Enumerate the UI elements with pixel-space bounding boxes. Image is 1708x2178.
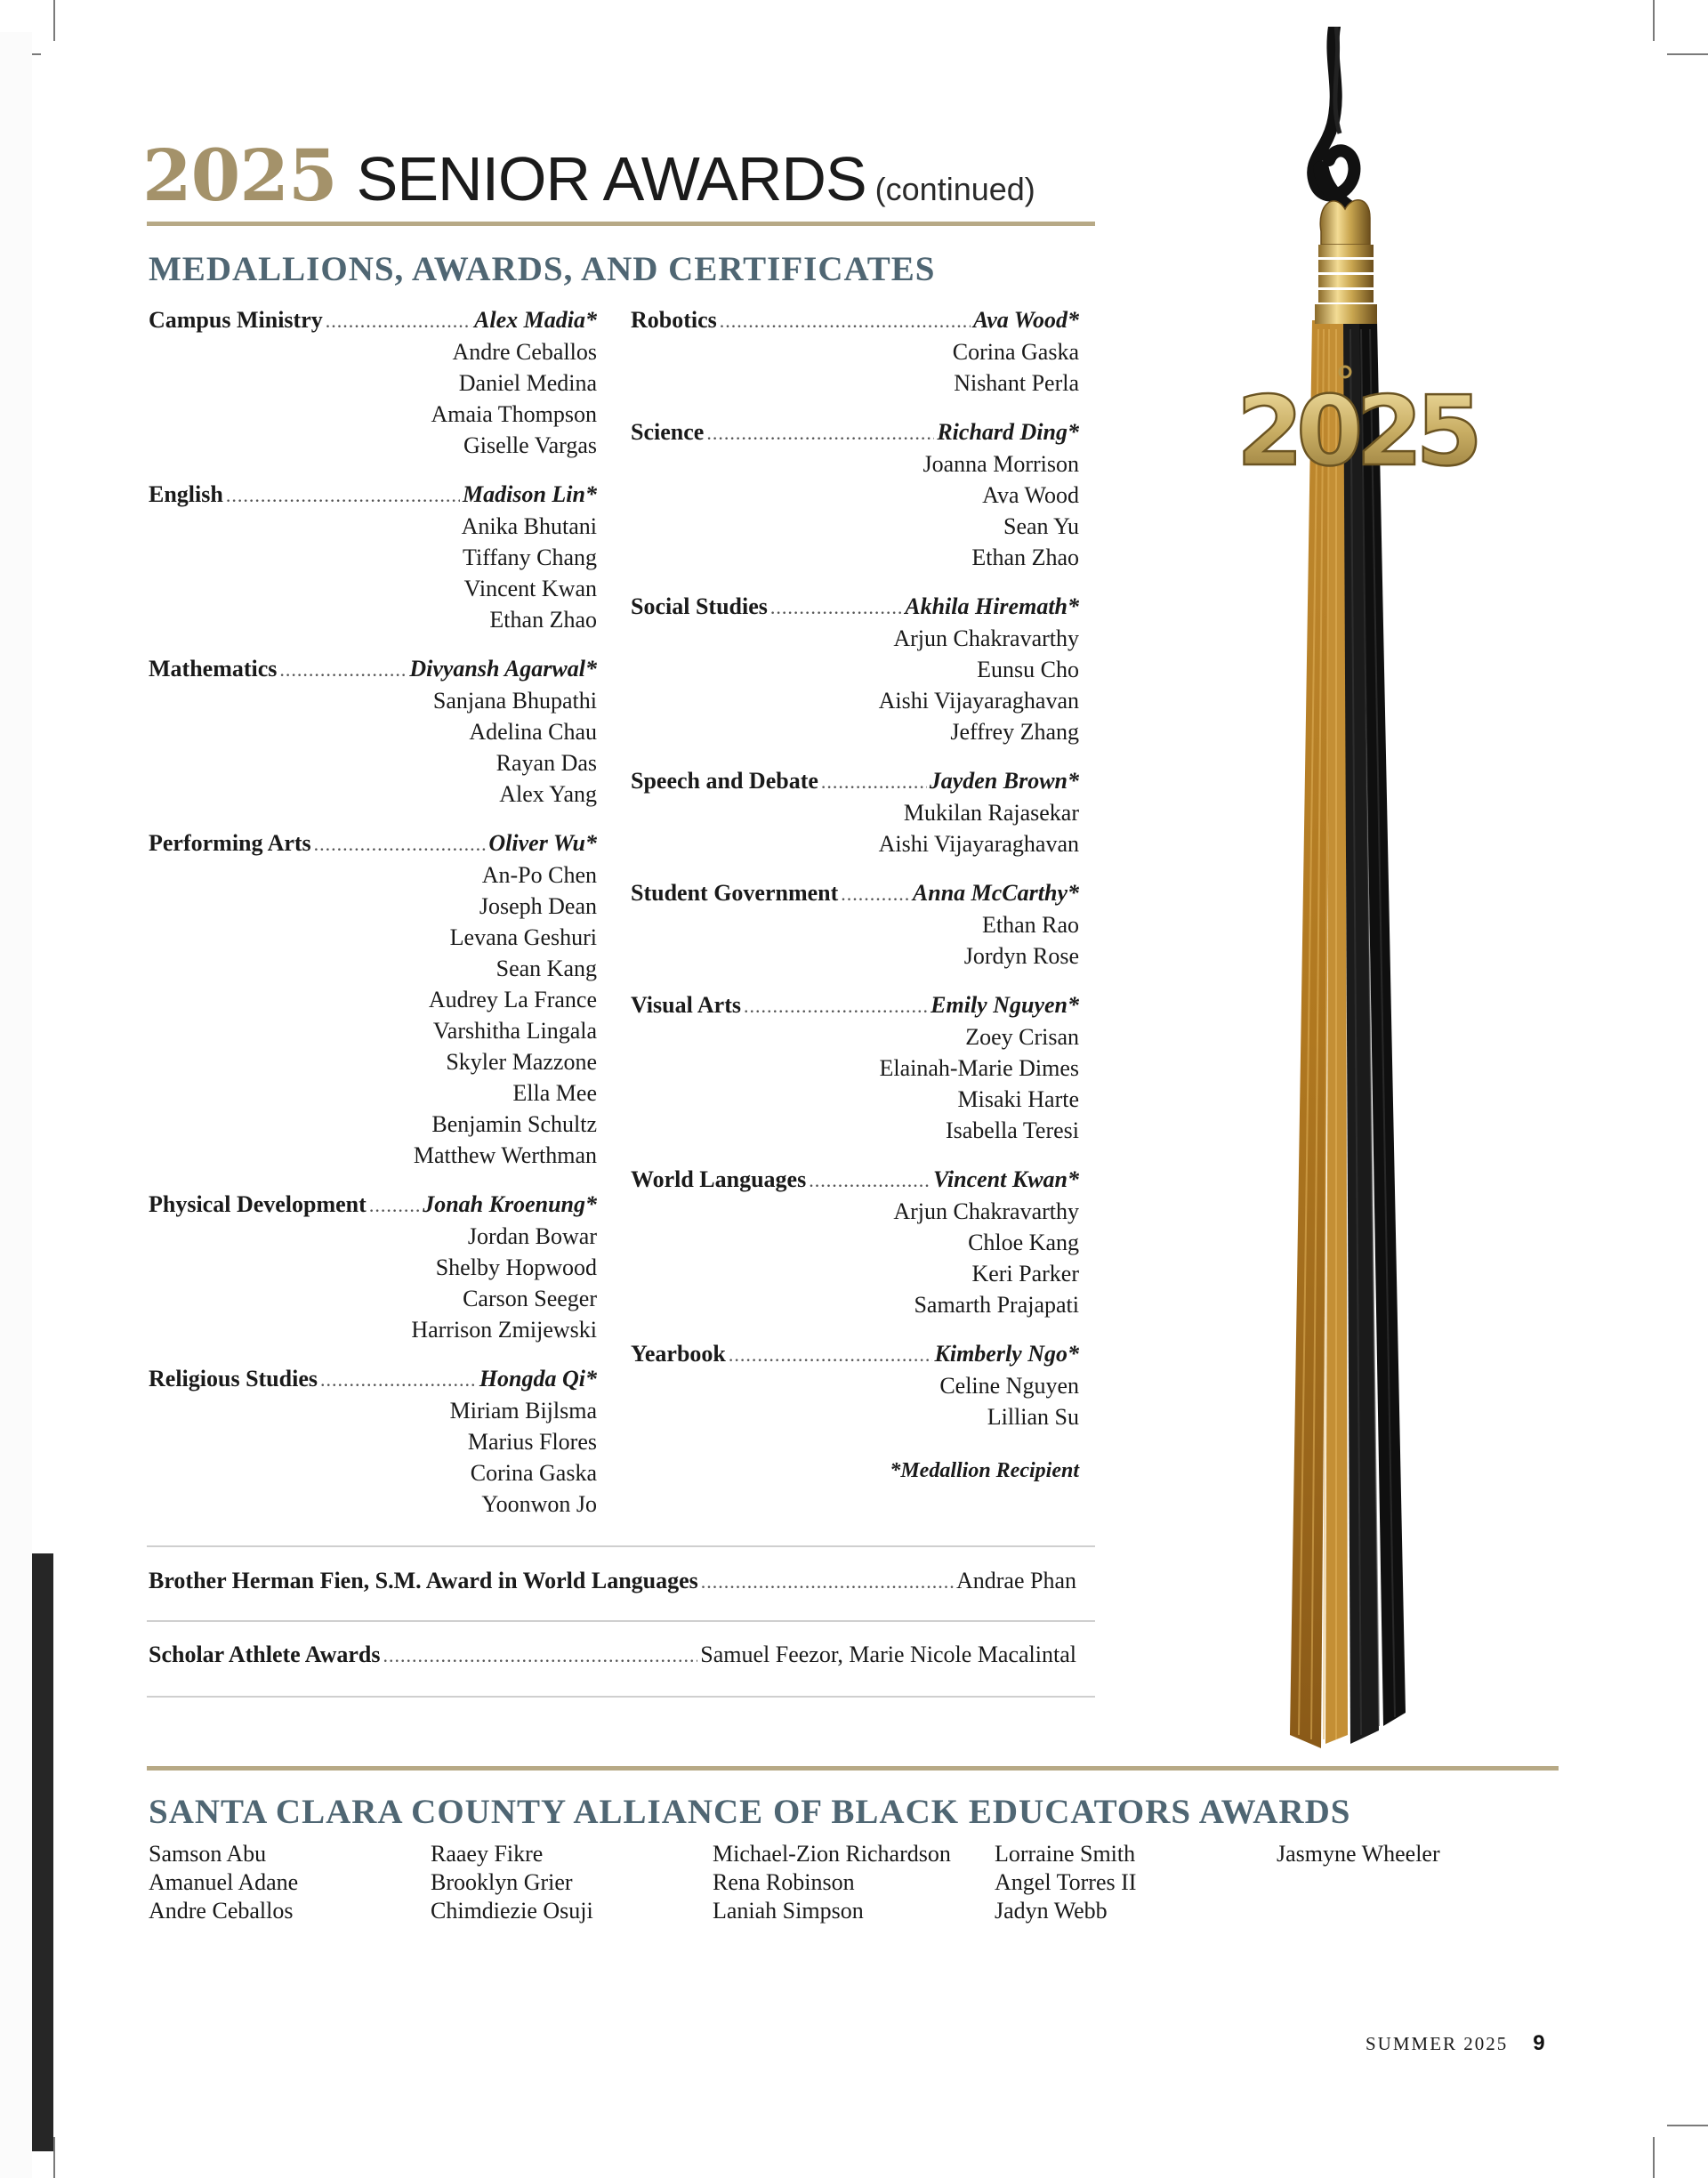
medallion-recipient: Emily Nguyen* [931,992,1079,1018]
leader-dots [383,1644,697,1667]
recipient-name: Audrey La France [428,987,597,1012]
list-item: Michael-Zion Richardson [713,1841,951,1867]
names-column [713,1840,951,1925]
award-label: Campus Ministry [149,307,323,333]
page-gutter [0,32,32,2178]
award-label: Robotics [631,307,717,333]
recipient-name: Joseph Dean [479,893,597,919]
recipient-name: Varshitha Lingala [432,1018,597,1044]
recipient-name: Aishi Vijayaraghavan [878,831,1079,857]
recipient-name: Isabella Teresi [945,1117,1079,1143]
names-column [431,1840,593,1925]
recipient-name: Jordan Bowar [467,1223,597,1249]
names-column [149,1840,298,1925]
recipient-name: Andre Ceballos [452,339,597,365]
award-row [149,827,597,859]
recipient-name: Chloe Kang [968,1230,1079,1255]
recipient-name: Harrison Zmijewski [411,1317,597,1343]
tassel-cap [1315,200,1377,324]
leader-dots [226,480,460,511]
award-row [631,304,1079,336]
leader-dots [369,1190,420,1221]
recipient-name: Jordyn Rose [963,943,1079,969]
crop-mark [1667,2125,1708,2126]
tassel-image [1237,27,1530,1753]
special-award-world-languages [149,1568,1076,1594]
names-column [1277,1840,1440,1868]
list-item: Brooklyn Grier [431,1869,573,1895]
leader-dots [809,1165,931,1196]
award-label: Physical Development [149,1191,367,1217]
recipient-name: Eunsu Cho [977,657,1079,682]
recipient-name: Alex Yang [499,781,597,807]
award-group-science [631,416,1079,573]
crop-mark [53,0,55,41]
page-title [142,133,1035,217]
medallion-recipient: Divyansh Agarwal* [409,656,597,682]
leader-dots [729,1339,932,1370]
recipient-name: Celine Nguyen [939,1373,1079,1399]
recipient-name: Daniel Medina [458,370,597,396]
award-row [149,304,597,336]
award-row [149,653,597,685]
divider [147,1696,1095,1698]
recipient-name: Corina Gaska [952,339,1079,365]
medallion-recipient: Ava Wood* [972,307,1079,333]
award-group-social-studies [631,591,1079,747]
awards-column-left [149,304,597,1537]
leader-dots [314,828,487,859]
recipient-name: Adelina Chau [469,719,597,745]
award-recipients: Samuel Feezor, Marie Nicole Macalintal [700,1642,1076,1667]
award-group-visual-arts [631,989,1079,1146]
list-item: Jadyn Webb [995,1898,1108,1924]
list-item: Chimdiezie Osuji [431,1898,593,1924]
award-row [631,989,1079,1021]
recipient-name: Misaki Harte [957,1086,1079,1112]
recipient-name: Corina Gaska [470,1460,597,1486]
recipient-name: Skyler Mazzone [446,1049,597,1075]
names-column [995,1840,1136,1925]
recipient-name: Elainah-Marie Dimes [879,1055,1079,1081]
award-group-english [149,479,597,635]
award-label: English [149,481,223,507]
award-label: Mathematics [149,656,278,682]
recipient-name: Keri Parker [971,1261,1079,1287]
recipient-name: Joanna Morrison [922,451,1079,477]
recipient-name: Tiffany Chang [463,544,597,570]
recipient-name: Amaia Thompson [431,401,597,427]
award-label: Science [631,419,705,445]
divider [147,1545,1095,1547]
list-item: Raaey Fikre [431,1841,544,1867]
award-label: Scholar Athlete Awards [149,1642,381,1667]
list-item: Lorraine Smith [995,1841,1136,1867]
leader-dots [706,417,934,448]
award-label: Visual Arts [631,992,741,1018]
crop-mark [1653,2137,1655,2178]
recipient-name: Samarth Prajapati [914,1292,1079,1318]
award-row [149,479,597,511]
award-group-religious-studies [149,1363,597,1520]
award-label: World Languages [631,1166,807,1192]
page-footer [1366,2031,1545,2056]
recipient-name: Zoey Crisan [965,1024,1079,1050]
award-group-world-languages [631,1164,1079,1320]
award-label: Student Government [631,880,839,906]
recipient-name: Arjun Chakravarthy [893,1198,1079,1224]
page-edge-bar [32,1553,53,2151]
recipient-name: Shelby Hopwood [435,1254,597,1280]
list-item: Andre Ceballos [149,1898,294,1924]
medallion-recipient: Anna McCarthy* [912,880,1079,906]
recipient-name: Ethan Zhao [489,607,597,633]
award-group-robotics [631,304,1079,399]
title-main: SENIOR AWARDS [356,144,866,214]
award-group-speech-and-debate [631,765,1079,859]
crop-mark [1653,0,1655,41]
award-row [631,416,1079,448]
section-title-sccabe: SANTA CLARA COUNTY ALLIANCE OF BLACK EDUCATORS AWARDS [149,1793,1351,1831]
recipient-name: Arjun Chakravarthy [893,625,1079,651]
recipient-name: Sean Kang [495,956,597,981]
award-row [631,765,1079,797]
list-item: Amanuel Adane [149,1869,299,1895]
recipient-name: Matthew Werthman [413,1142,597,1168]
leader-dots [841,878,910,909]
award-group-physical-development [149,1189,597,1345]
title-rule [147,222,1095,226]
title-continued: (continued) [874,171,1035,207]
leader-dots [770,592,902,623]
recipient-name: Lillian Su [987,1404,1079,1430]
recipient-name: Benjamin Schultz [431,1111,597,1137]
recipient-name: Jeffrey Zhang [950,719,1079,745]
medallion-recipient: Alex Madia* [474,307,597,333]
leader-dots [821,766,927,797]
medallion-recipient: Kimberly Ngo* [934,1341,1079,1367]
page-number: 9 [1533,2031,1545,2055]
leader-dots [744,990,928,1021]
leader-dots [701,1570,954,1593]
recipient-name: Nishant Perla [954,370,1079,396]
recipient-name: Mukilan Rajasekar [903,800,1079,826]
award-group-yearbook [631,1338,1079,1432]
medallion-recipient: Madison Lin* [463,481,597,507]
list-item: Samson Abu [149,1841,267,1867]
recipient-name: Sanjana Bhupathi [432,688,597,714]
award-recipients: Andrae Phan [955,1568,1076,1593]
recipient-name: Miriam Bijlsma [449,1398,597,1424]
award-label: Performing Arts [149,830,311,856]
list-item: Jasmyne Wheeler [1277,1841,1440,1867]
recipient-name: Ava Wood [982,482,1079,508]
recipient-name: Aishi Vijayaraghavan [878,688,1079,714]
recipient-name: An-Po Chen [481,862,597,888]
recipient-name: Giselle Vargas [463,432,597,458]
charm-2025 [1237,367,1476,488]
award-group-mathematics [149,653,597,810]
crop-mark [53,2137,55,2178]
recipient-name: Marius Flores [467,1429,597,1455]
award-label: Brother Herman Fien, S.M. Award in World Languages [149,1568,698,1593]
sccabe-names [149,1840,1572,1938]
recipient-name: Vincent Kwan [463,576,597,601]
list-item: Rena Robinson [713,1869,855,1895]
medallion-footnote: *Medallion Recipient [890,1459,1079,1482]
medallion-recipient: Hongda Qi* [479,1366,597,1392]
charm-text: 2025 [1237,376,1476,488]
recipient-name: Sean Yu [1003,513,1079,539]
award-row [631,591,1079,623]
title-year: 2025 [142,133,337,217]
medallion-recipient: Oliver Wu* [488,830,597,856]
recipient-name: Levana Geshuri [449,924,597,950]
recipient-name: Yoonwon Jo [481,1491,597,1517]
recipient-name: Ethan Rao [981,912,1079,938]
leader-dots [320,1364,477,1395]
award-group-performing-arts [149,827,597,1171]
award-row [631,1164,1079,1196]
award-label: Speech and Debate [631,768,818,794]
recipient-name: Carson Seeger [463,1286,597,1311]
recipient-name: Ethan Zhao [971,544,1079,570]
award-group-student-government [631,877,1079,972]
medallion-recipient: Jayden Brown* [929,768,1079,794]
tassel-threads [1290,320,1406,1748]
award-label: Yearbook [631,1341,726,1367]
list-item: Angel Torres II [995,1869,1137,1895]
award-group-campus-ministry [149,304,597,461]
recipient-name: Anika Bhutani [461,513,597,539]
medallion-recipient: Akhila Hiremath* [905,593,1079,619]
divider [147,1620,1095,1622]
award-row [149,1189,597,1221]
medallion-recipient: Jonah Kroenung* [423,1191,597,1217]
list-item: Laniah Simpson [713,1898,864,1924]
special-award-scholar-athlete [149,1642,1076,1668]
award-label: Religious Studies [149,1366,318,1392]
awards-column-right [631,304,1079,1483]
recipient-name: Rayan Das [495,750,597,776]
medallion-recipient: Vincent Kwan* [933,1166,1079,1192]
award-label: Social Studies [631,593,768,619]
leader-dots [720,305,971,336]
leader-dots [279,654,407,685]
issue-label: SUMMER 2025 [1366,2033,1509,2054]
medallion-recipient: Richard Ding* [937,419,1079,445]
section-title-medallions: MEDALLIONS, AWARDS, AND CERTIFICATES [149,250,936,288]
section-rule [147,1766,1559,1771]
crop-mark [1667,53,1708,55]
award-row [149,1363,597,1395]
leader-dots [326,305,471,336]
award-row [631,1338,1079,1370]
award-row [631,877,1079,909]
recipient-name: Ella Mee [512,1080,597,1106]
